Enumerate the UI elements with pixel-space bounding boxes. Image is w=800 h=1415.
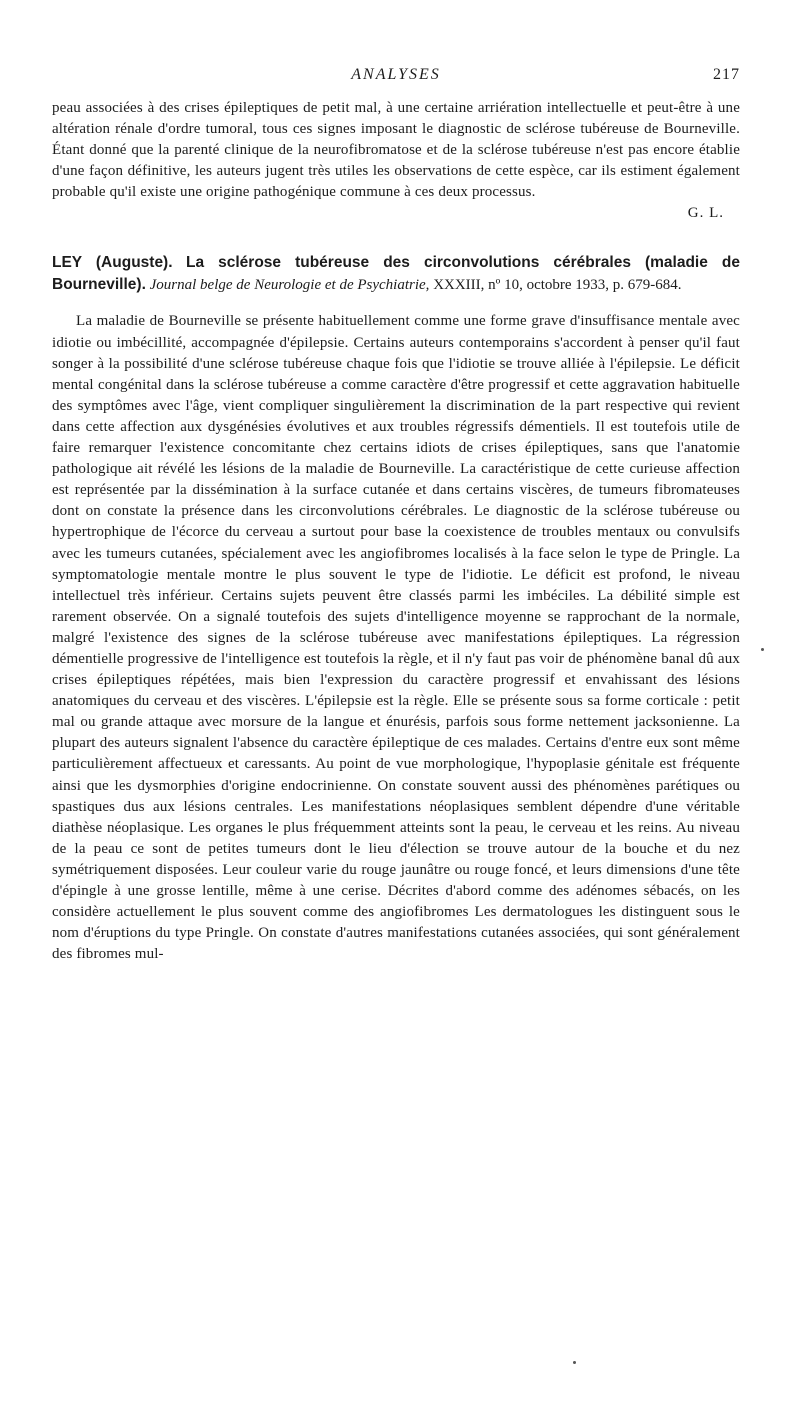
margin-mark bbox=[761, 648, 764, 651]
review-citation bbox=[52, 252, 740, 296]
review-journal: Journal belge de Neurologie et de Psychiatrie, bbox=[149, 277, 430, 294]
ink-speck bbox=[573, 1361, 576, 1364]
page-number: 217 bbox=[713, 66, 740, 83]
page-content bbox=[52, 66, 740, 965]
running-head bbox=[52, 66, 740, 90]
continued-paragraph: peau associées à des crises épileptiques de petit mal, à une certaine arriération intellectuelle et peut-être à une altération rénale d'ordre tumoral, tous ces signes imposant le diagnostic de sclérose tubéreuse de Bourneville. Étant donné que la parenté clinique de la neurofibromatose et de la sclérose tubéreuse n'est pas encore établie d'une façon définitive, les auteurs jugent très utiles les observations de cette espèce, car ils estiment également probable qu'il existe une origine pathogénique commune à ces deux processus. bbox=[52, 100, 740, 201]
review-article-title: La sclérose tubéreuse des circonvolutions cérébrales (maladie de Bourneville). bbox=[52, 254, 740, 294]
review-author: LEY (Auguste). bbox=[52, 254, 173, 272]
review-body: La maladie de Bourneville se présente habituellement comme une forme grave d'insuffisance mentale avec idiotie ou imbécillité, accompagnée d'épilepsie. Certains auteurs contemporains s'accordent à penser qu'il faut songer à la possibilité d'une sclérose tubéreuse chaque fois que l'idiotie se trouve alliée à l'épilepsie. Le déficit mental congénital dans la sclérose tubéreuse a comme caractère d'être progressif et cette aggravation habituelle des symptômes avec l'âge, vient compliquer singulièrement la discrimination de la part respective qui revient dans cette affection aux dysgénésies évolutives et aux troubles régressifs démentiels. Il est toutefois utile de faire remarquer l'existence concomitante chez certains idiots de crises épileptiques, sans que l'anatomie pathologique ait révélé les lésions de la maladie de Bourneville. La caractéristique de cette curieuse affection est représentée par la dissémination à la surface cutanée et dans certains viscères, de tumeurs fibromateuses dont on constate la présence dans les circonvolutions cérébrales. Le diagnostic de la sclérose tubéreuse ou hypertrophique de l'écorce du cerveau a surtout pour base la coexistence de troubles mentaux ou convulsifs avec les tumeurs cutanées, spécialement avec les angiofibromes localisés à la face selon le type de Pringle. La symptomatologie mentale montre le plus souvent le type de l'idiotie. Le déficit est profond, le niveau intellectuel très inférieur. Certains sujets peuvent être classés parmi les imbéciles. La débilité simple est rarement observée. On a signalé toutefois des sujets d'intelligence moyenne se rapprochant de la normale, malgré l'existence des signes de la sclérose tubéreuse avec manifestations épileptiques. La régression démentielle progressive de l'intelligence est toutefois la règle, et il n'y faut pas voir de phénomène banal dû aux crises épileptiques répétées, mais bien l'expression du caractère progressif et envahissant des lésions anatomiques du cerveau et des viscères. L'épilepsie est la règle. Elle se présente sous sa forme corticale : petit mal ou grande attaque avec morsure de la langue et énurésis, parfois sous forme nettement jacksonienne. La plupart des auteurs signalent l'absence du caractère épileptique de ces malades. Certains d'entre eux sont même particulièrement affectueux et caressants. Au point de vue morphologique, l'hypoplasie génitale est fréquente ainsi que les dysmorphies d'origine endocrinienne. On constate souvent aussi des phénomènes parétiques ou spastiques dus aux lésions centrales. Les manifestations néoplasiques semblent dépendre d'une véritable diathèse néoplasique. Les organes le plus fréquemment atteints sont la peau, le cerveau et les reins. Au niveau de la peau ce sont de petites tumeurs dont le lieu d'élection se trouve autour de la bouche et du nez symétriquement disposées. Leur couleur varie du rouge jaunâtre ou rouge foncé, et leurs dimensions d'une tête d'épingle à une grosse lentille, même à une cerise. Décrites d'abord comme des adénomes sébacés, on les considère actuellement le plus souvent comme des angiofibromes Les dermatologues les distinguent sous le nom d'éruptions du type Pringle. On constate d'autres manifestations cutanées associées, qui sont généralement des fibromes mul- bbox=[52, 313, 740, 963]
reviewer-signature: G. L. bbox=[687, 205, 724, 222]
running-title: ANALYSES bbox=[351, 66, 441, 83]
review-reference: XXXIII, nº 10, octobre 1933, p. 679-684. bbox=[433, 277, 682, 294]
page-bottom-margin bbox=[0, 1320, 800, 1415]
